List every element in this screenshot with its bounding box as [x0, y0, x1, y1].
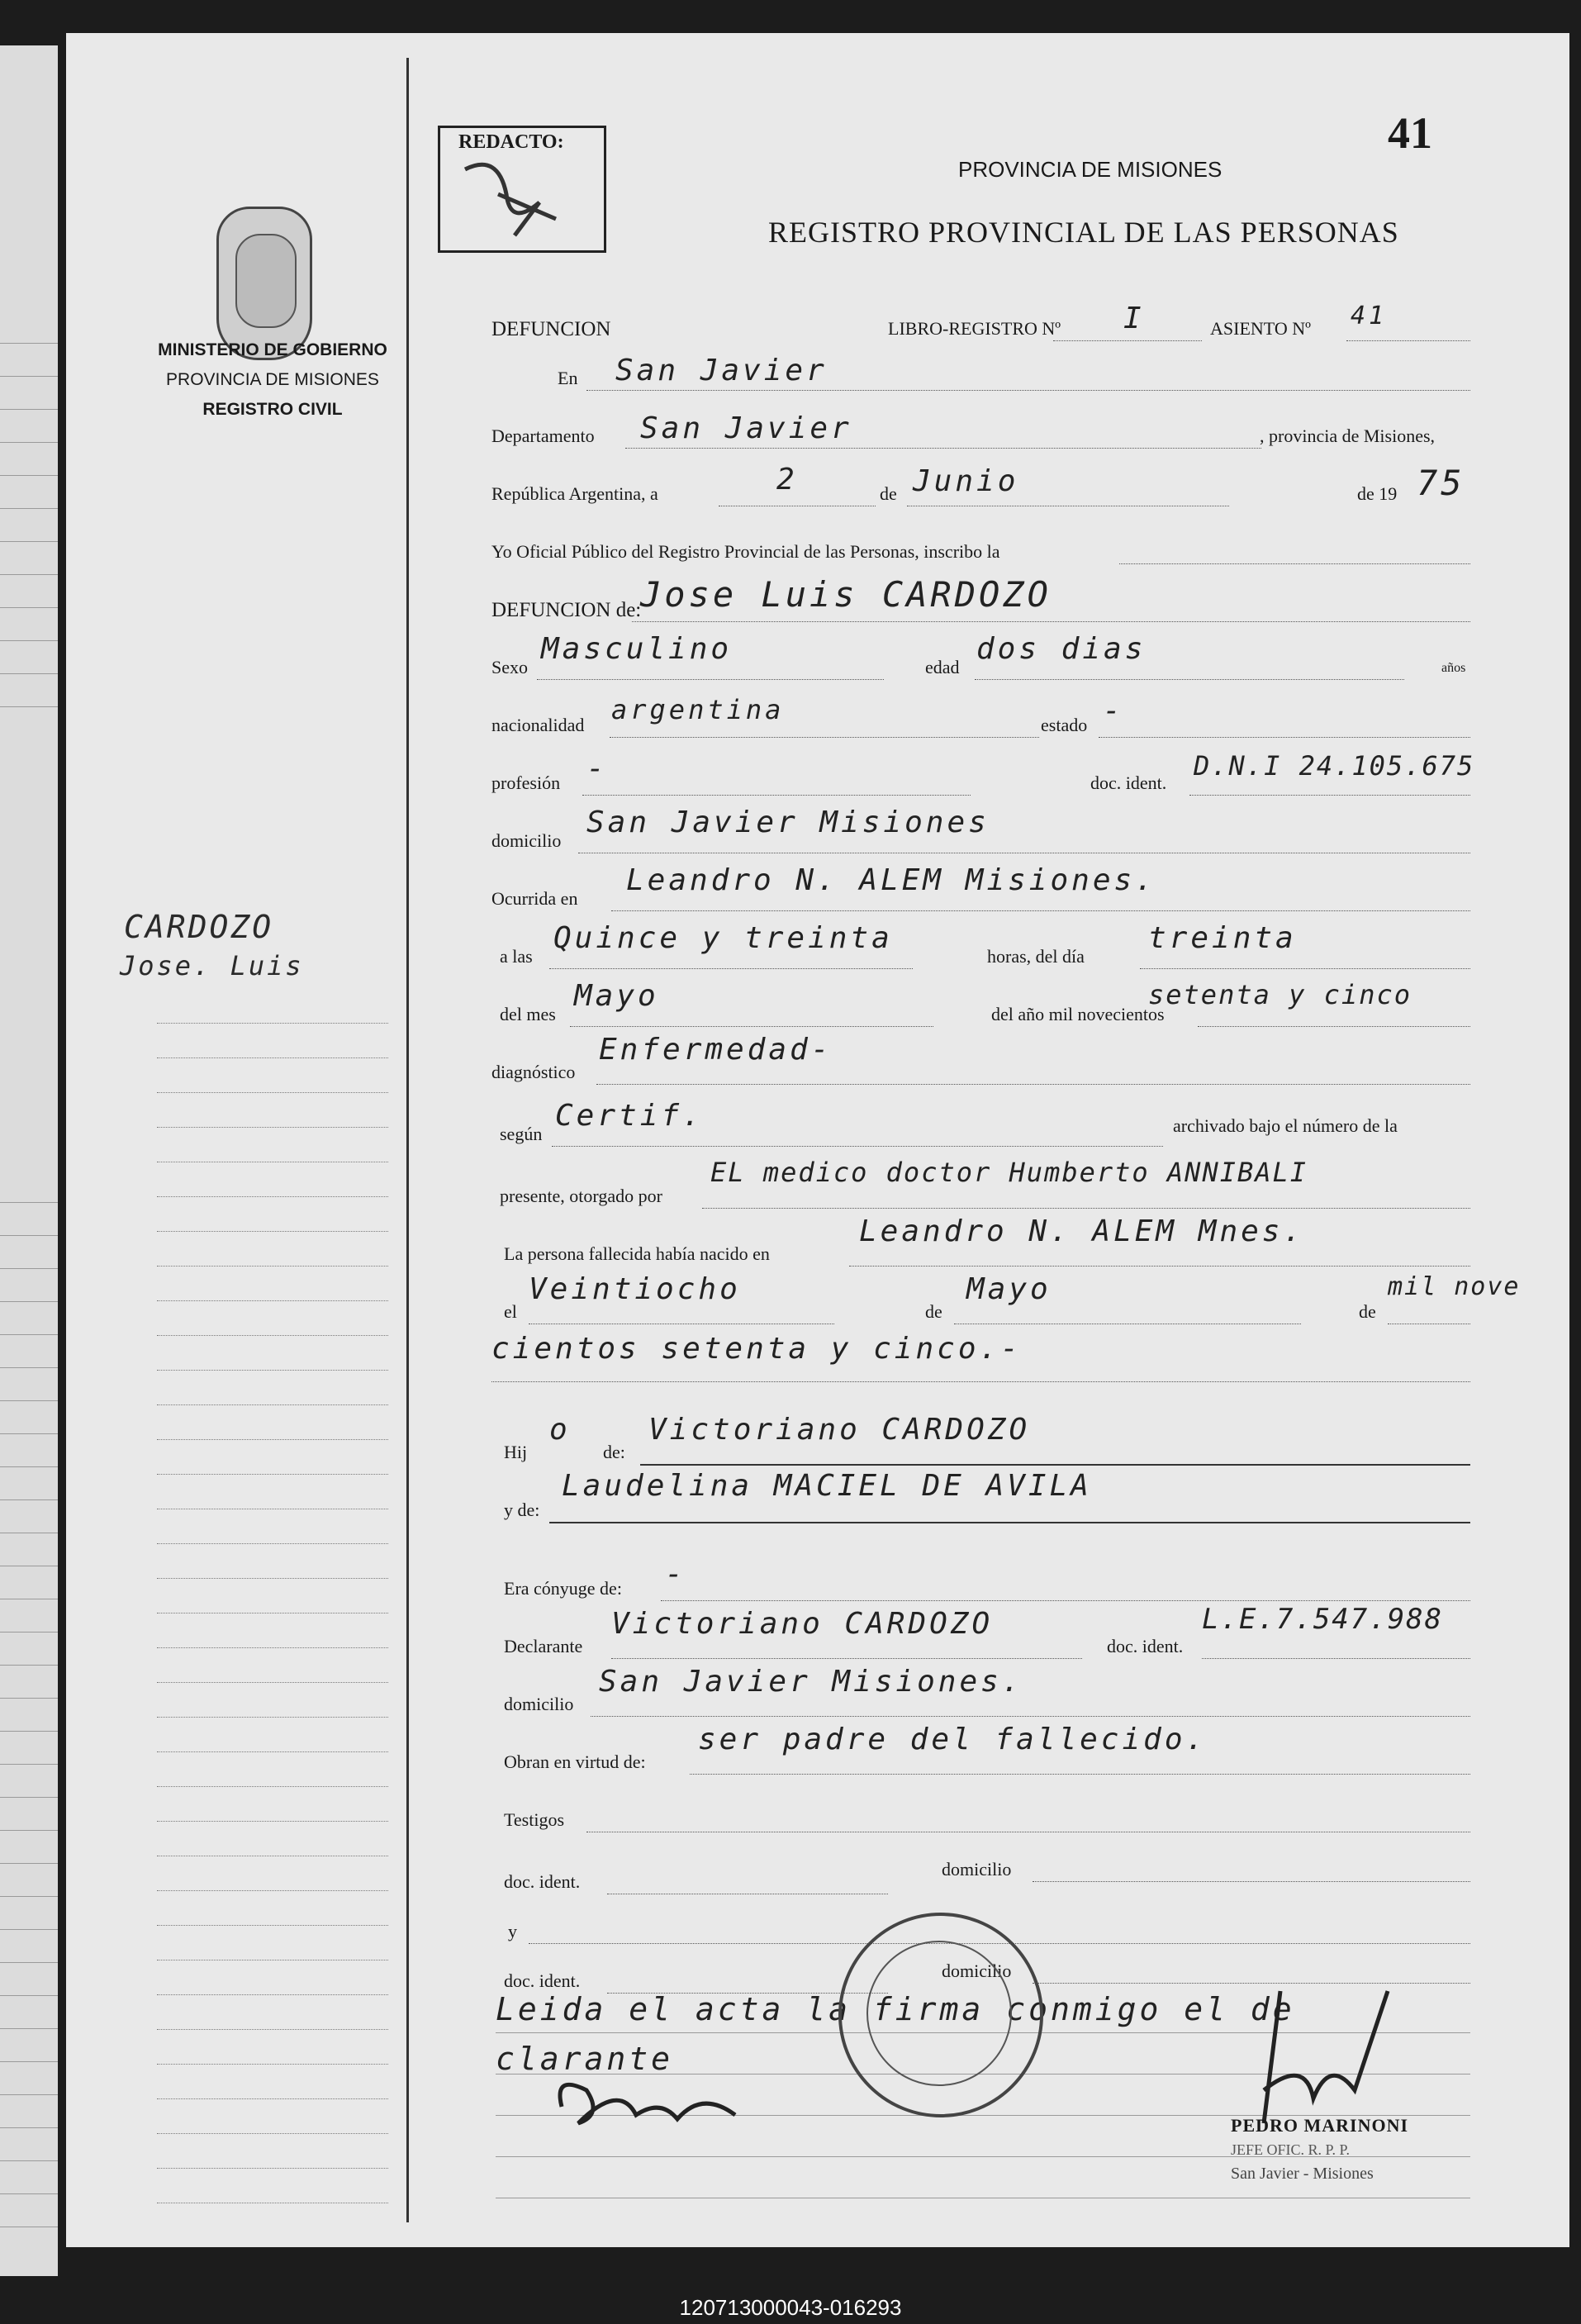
a-las-value: Quince y treinta [553, 921, 893, 955]
official-stamp-icon [838, 1913, 1043, 2117]
decl-doc-value: L.E.7.547.988 [1202, 1603, 1444, 1636]
diagnostico-value: Enfermedad- [599, 1033, 833, 1067]
hij-value: o [549, 1413, 571, 1447]
ocurrida-value: Leandro N. ALEM Misiones. [626, 863, 1156, 897]
decl-domicilio-label: domicilio [504, 1694, 574, 1714]
decl-domicilio-value: San Javier Misiones. [599, 1665, 1023, 1699]
decl-doc-label: doc. ident. [1107, 1636, 1184, 1656]
de-mes-label: de [925, 1301, 942, 1322]
departamento-label: Departamento [491, 425, 595, 446]
redacto-signature-icon [449, 145, 589, 244]
closing-line1: Leida el acta la firma conmigo el de [496, 1991, 1295, 2027]
del-mes-value: Mayo [574, 979, 659, 1013]
profesion-value: - [586, 752, 608, 786]
doc-ident-value: D.N.I 24.105.675 [1194, 750, 1475, 782]
a-las-label: a las [500, 946, 533, 967]
edad-label: edad [925, 657, 960, 677]
en-value: San Javier [615, 354, 828, 387]
sexo-label: Sexo [491, 657, 528, 677]
horas-label: horas, del día [987, 946, 1085, 967]
estado-label: estado [1041, 715, 1088, 735]
mes-value: Junio [913, 464, 1019, 498]
stub-header-ministry: MINISTERIO DE GOBIERNO [158, 340, 387, 359]
diagnostico-label: diagnóstico [491, 1062, 576, 1082]
de-label: de [880, 483, 897, 504]
el-label: el [504, 1301, 517, 1322]
defuncion-label: DEFUNCION [491, 318, 611, 340]
madre-value: Laudelina MACIEL DE AVILA [562, 1469, 1092, 1503]
official-title: JEFE OFIC. R. P. P. [1231, 2141, 1351, 2158]
official-place: San Javier - Misiones [1231, 2165, 1374, 2183]
coat-of-arms-icon [216, 207, 312, 360]
asiento-value: 41 [1351, 302, 1388, 330]
en-label: En [558, 368, 578, 388]
anio-mil-label: del año mil novecientos [991, 1004, 1165, 1024]
obran-value: ser padre del fallecido. [698, 1723, 1208, 1756]
libro-label: LIBRO-REGISTRO Nº [888, 318, 1061, 339]
testigo1-domicilio-label: domicilio [942, 1859, 1012, 1880]
del-mes-label: del mes [500, 1004, 556, 1024]
y-de-label: y de: [504, 1499, 540, 1520]
archivado-label: archivado bajo el número de la [1173, 1115, 1398, 1136]
asiento-label: ASIENTO Nº [1210, 318, 1311, 339]
page-stub [66, 33, 406, 2247]
profesion-label: profesión [491, 772, 561, 793]
obran-label: Obran en virtud de: [504, 1751, 646, 1772]
segun-label: según [500, 1124, 543, 1144]
de-anio-value: mil nove [1388, 1272, 1521, 1301]
estado-value: - [1103, 694, 1124, 728]
testigos-label: Testigos [504, 1809, 565, 1830]
header-registry: REGISTRO PROVINCIAL DE LAS PERSONAS [768, 216, 1399, 249]
yo-oficial-text: Yo Oficial Público del Registro Provincial de las Personas, inscribo la [491, 541, 1000, 562]
declarant-signature-icon [545, 2057, 760, 2148]
testigo2-domicilio-label: domicilio [942, 1960, 1012, 1981]
segun-value: Certif. [555, 1099, 704, 1133]
domicilio-label: domicilio [491, 830, 562, 851]
sexo-value: Masculino [541, 632, 733, 666]
persona-label: La persona fallecida había nacido en [504, 1243, 770, 1264]
defuncion-de-value: Jose Luis CARDOZO [640, 574, 1052, 615]
de-anio-label: de [1359, 1301, 1376, 1322]
death-certificate-form [413, 33, 1569, 2247]
previous-page-edge [0, 45, 58, 2276]
conyuge-value: - [665, 1557, 686, 1591]
redacto-label: REDACTO: [458, 131, 564, 153]
edad-value: dos dias [976, 632, 1147, 666]
de-mes-value: Mayo [966, 1272, 1052, 1306]
anio-mil-value: setenta y cinco [1148, 979, 1412, 1010]
persona-value: Leandro N. ALEM Mnes. [859, 1214, 1305, 1248]
domicilio-value: San Javier Misiones [586, 806, 990, 839]
anos-label: años [1441, 661, 1466, 675]
testigo2-doc-label: doc. ident. [504, 1970, 581, 1991]
ocurrida-label: Ocurrida en [491, 888, 578, 909]
dia-value: 2 [776, 463, 798, 497]
anio-value: 75 [1417, 463, 1465, 503]
closing-line2: clarante [496, 2041, 674, 2077]
declarante-value: Victoriano CARDOZO [611, 1607, 994, 1641]
libro-value: I [1123, 302, 1145, 335]
y-label: y [508, 1921, 517, 1941]
official-signature-icon [1231, 1958, 1396, 2140]
testigo1-doc-label: doc. ident. [504, 1871, 581, 1892]
republica-label: República Argentina, a [491, 483, 658, 504]
nacionalidad-value: argentina [611, 694, 785, 725]
stub-given-name: Jose. Luis [120, 950, 304, 981]
page-number: 41 [1388, 108, 1432, 158]
stub-header-civil-registry: REGISTRO CIVIL [202, 400, 343, 419]
declarante-label: Declarante [504, 1636, 583, 1656]
defuncion-de-label: DEFUNCION de: [491, 599, 642, 621]
document-id: 120713000043-016293 [679, 2295, 902, 2320]
nacionalidad-label: nacionalidad [491, 715, 585, 735]
continuation-value: cientos setenta y cinco.- [491, 1332, 1022, 1366]
departamento-value: San Javier [640, 411, 852, 445]
official-name: PEDRO MARINONI [1231, 2115, 1409, 2136]
redacto-box [438, 126, 606, 253]
conyuge-label: Era cónyuge de: [504, 1578, 622, 1599]
doc-ident-label: doc. ident. [1090, 772, 1167, 793]
horas-value: treinta [1148, 921, 1297, 955]
hij-label: Hij [504, 1442, 528, 1462]
provincia-suffix: , provincia de Misiones, [1260, 425, 1436, 446]
presente-value: EL medico doctor Humberto ANNIBALI [710, 1157, 1308, 1188]
register-page [66, 33, 1569, 2247]
stub-divider [406, 58, 409, 2222]
presente-label: presente, otorgado por [500, 1186, 662, 1206]
de19-label: de 19 [1357, 483, 1398, 504]
header-province: PROVINCIA DE MISIONES [958, 157, 1223, 182]
el-value: Veintiocho [529, 1272, 741, 1306]
stub-header-province: PROVINCIA DE MISIONES [166, 370, 379, 389]
padre-value: Victoriano CARDOZO [648, 1413, 1031, 1447]
stub-surname: CARDOZO [124, 909, 274, 945]
hij-de-label: de: [603, 1442, 625, 1462]
